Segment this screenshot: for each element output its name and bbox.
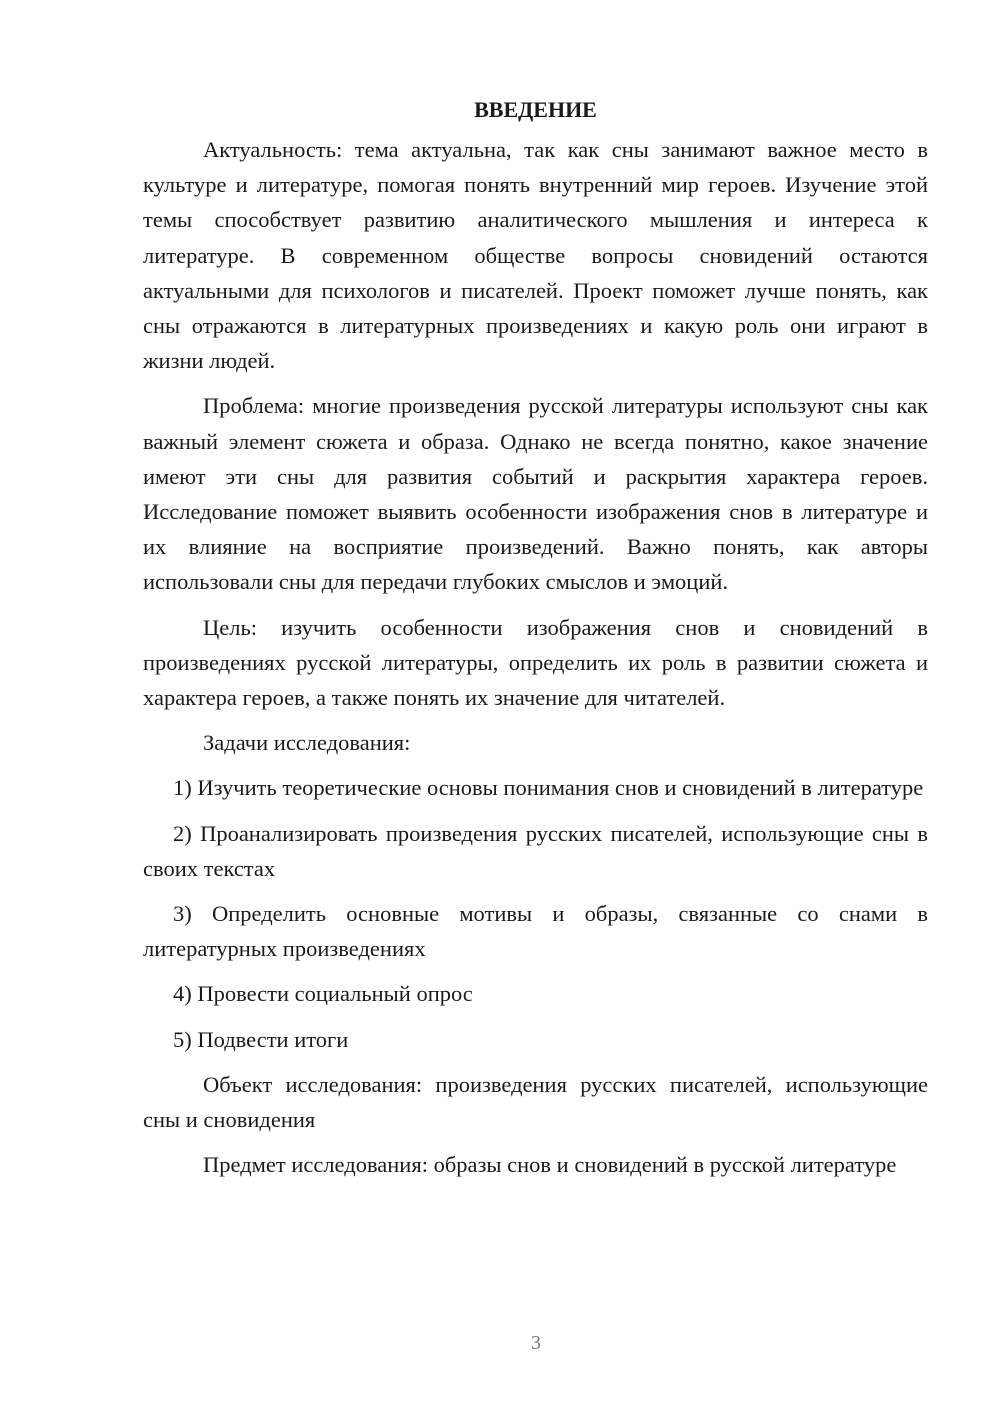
task-item: 2) Проанализировать произведения русских писателей, использующие сны в своих текстах bbox=[143, 820, 928, 881]
subject-paragraph: Предмет исследования: образы снов и сновидений в русской литературе bbox=[203, 1152, 897, 1178]
document-page bbox=[143, 92, 928, 1192]
task-item: 1) Изучить теоретические основы понимания снов и сновидений в литературе bbox=[173, 775, 924, 801]
task-item: 5) Подвести итоги bbox=[173, 1026, 349, 1052]
goal-paragraph: Цель: изучить особенности изображения снов и сновидений в произведениях русской литературы, определить их роль в развитии сюжета и характера героев, а также понять их значение для читателей. bbox=[143, 614, 928, 711]
relevance-paragraph: Актуальность: тема актуальна, так как сны занимают важное место в культуре и литературе, помогая понять внутренний мир героев. Изучение этой темы способствует развитию аналитического мышления и интереса к литературе. В современном обществе вопросы сновидений остаются актуальными для психологов и писателей. Проект поможет лучше понять, как сны отражаются в литературных произведениях и какую роль они играют в жизни людей. bbox=[143, 137, 928, 374]
task-item: 3) Определить основные мотивы и образы, связанные со снами в литературных произведениях bbox=[143, 901, 928, 962]
problem-paragraph: Проблема: многие произведения русской литературы используют сны как важный элемент сюжета и образа. Однако не всегда понятно, какое значение имеют эти сны для развития событий и раскрытия характера героев. Исследование поможет выявить особенности изображения снов в литературе и их влияние на восприятие произведений. Важно понять, как авторы использовали сны для передачи глубоких смыслов и эмоций. bbox=[143, 393, 928, 595]
tasks-list bbox=[143, 770, 928, 1056]
page-number: 3 bbox=[531, 1332, 541, 1354]
section-heading: ВВЕДЕНИЕ bbox=[474, 97, 597, 122]
object-paragraph: Объект исследования: произведения русских писателей, использующие сны и сновидения bbox=[143, 1071, 928, 1133]
tasks-intro: Задачи исследования: bbox=[203, 730, 411, 756]
task-item: 4) Провести социальный опрос bbox=[173, 981, 473, 1007]
